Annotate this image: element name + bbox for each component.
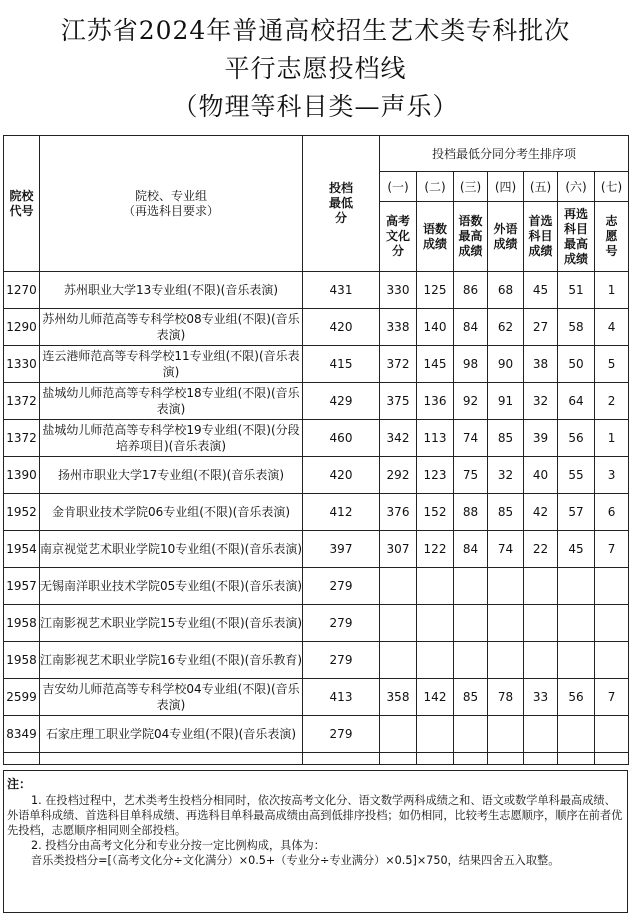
row-c6: 64	[558, 383, 595, 420]
row-c1	[380, 716, 417, 753]
row-score: 431	[303, 272, 380, 309]
table-spacer-row	[4, 753, 629, 765]
row-code: 2599	[4, 679, 40, 716]
row-c5	[524, 605, 558, 642]
header-order-1: (一)	[380, 172, 417, 202]
row-c2: 145	[417, 346, 454, 383]
row-c3	[454, 642, 488, 679]
row-c3: 74	[454, 420, 488, 457]
header-tiebreak-group: 投档最低分同分考生排序项	[380, 136, 629, 172]
row-c5: 27	[524, 309, 558, 346]
header-order-3: (三)	[454, 172, 488, 202]
row-name: 扬州市职业大学17专业组(不限)(音乐表演)	[40, 457, 303, 494]
row-code: 1954	[4, 531, 40, 568]
row-c2	[417, 716, 454, 753]
row-name: 连云港师范高等专科学校11专业组(不限)(音乐表演)	[40, 346, 303, 383]
row-c6	[558, 605, 595, 642]
row-score: 279	[303, 716, 380, 753]
header-sub-6: 再选科目最高成绩	[558, 202, 595, 272]
row-c5	[524, 716, 558, 753]
row-c5: 33	[524, 679, 558, 716]
table-row	[4, 272, 629, 309]
row-c5: 45	[524, 272, 558, 309]
table-row	[4, 679, 629, 716]
row-c2: 152	[417, 494, 454, 531]
note-paragraph-2: 2. 投档分由高考文化分和专业分按一定比例构成，具体为：	[31, 839, 325, 852]
row-score: 420	[303, 309, 380, 346]
row-c4: 74	[488, 531, 524, 568]
row-c6: 55	[558, 457, 595, 494]
row-c4: 85	[488, 420, 524, 457]
row-c3: 86	[454, 272, 488, 309]
row-c2: 113	[417, 420, 454, 457]
notes-section	[3, 770, 628, 913]
row-c7	[595, 716, 629, 753]
table-row	[4, 531, 629, 568]
header-school-group-line1: 院校、专业组	[134, 188, 207, 203]
row-name: 南京视觉艺术职业学院10专业组(不限)(音乐表演)	[40, 531, 303, 568]
header-order-4: (四)	[488, 172, 524, 202]
row-score: 279	[303, 642, 380, 679]
row-code: 1290	[4, 309, 40, 346]
row-c6: 45	[558, 531, 595, 568]
row-name: 江南影视艺术职业学院15专业组(不限)(音乐表演)	[40, 605, 303, 642]
row-c3: 98	[454, 346, 488, 383]
row-c3	[454, 605, 488, 642]
row-c7: 3	[595, 457, 629, 494]
row-name: 苏州幼儿师范高等专科学校08专业组(不限)(音乐表演)	[40, 309, 303, 346]
row-score: 415	[303, 346, 380, 383]
table-row	[4, 494, 629, 531]
row-code: 1372	[4, 383, 40, 420]
row-c3: 85	[454, 679, 488, 716]
row-score: 420	[303, 457, 380, 494]
row-c3	[454, 568, 488, 605]
row-c2: 140	[417, 309, 454, 346]
row-c5: 42	[524, 494, 558, 531]
row-c1: 358	[380, 679, 417, 716]
row-c4	[488, 642, 524, 679]
row-c1: 338	[380, 309, 417, 346]
row-c4: 32	[488, 457, 524, 494]
row-c5: 32	[524, 383, 558, 420]
row-c5: 22	[524, 531, 558, 568]
header-sub-5: 首选科目成绩	[524, 202, 558, 272]
header-school-code: 院校代号	[4, 136, 40, 272]
header-sub-7: 志愿号	[595, 202, 629, 272]
page-title-line2: 平行志愿投档线	[224, 54, 407, 83]
row-c3: 92	[454, 383, 488, 420]
row-name: 盐城幼儿师范高等专科学校18专业组(不限)(音乐表演)	[40, 383, 303, 420]
row-c4	[488, 568, 524, 605]
header-order-5: (五)	[524, 172, 558, 202]
row-c7: 4	[595, 309, 629, 346]
row-c2: 136	[417, 383, 454, 420]
row-c4: 90	[488, 346, 524, 383]
admission-score-table	[3, 135, 629, 765]
row-c3	[454, 716, 488, 753]
row-name: 江南影视艺术职业学院16专业组(不限)(音乐教育)	[40, 642, 303, 679]
row-c4: 62	[488, 309, 524, 346]
row-code: 1270	[4, 272, 40, 309]
row-c6: 56	[558, 679, 595, 716]
row-name: 石家庄理工职业学院04专业组(不限)(音乐表演)	[40, 716, 303, 753]
row-c7: 7	[595, 679, 629, 716]
table-row	[4, 716, 629, 753]
row-score: 460	[303, 420, 380, 457]
row-c6: 57	[558, 494, 595, 531]
row-c2: 122	[417, 531, 454, 568]
row-score: 397	[303, 531, 380, 568]
row-score: 413	[303, 679, 380, 716]
header-sub-2: 语数成绩	[417, 202, 454, 272]
row-c1: 307	[380, 531, 417, 568]
row-c4: 91	[488, 383, 524, 420]
row-c7	[595, 642, 629, 679]
row-c5: 40	[524, 457, 558, 494]
row-score: 279	[303, 568, 380, 605]
header-sub-4: 外语成绩	[488, 202, 524, 272]
table-row	[4, 309, 629, 346]
row-c4	[488, 716, 524, 753]
row-c1: 292	[380, 457, 417, 494]
row-c1: 342	[380, 420, 417, 457]
row-code: 1372	[4, 420, 40, 457]
row-score: 279	[303, 605, 380, 642]
row-c2: 142	[417, 679, 454, 716]
row-code: 1390	[4, 457, 40, 494]
header-min-score: 投档最低分	[303, 136, 380, 272]
row-score: 412	[303, 494, 380, 531]
row-code: 1330	[4, 346, 40, 383]
table-row	[4, 605, 629, 642]
row-c1	[380, 605, 417, 642]
header-order-2: (二)	[417, 172, 454, 202]
row-c4: 78	[488, 679, 524, 716]
row-c7	[595, 568, 629, 605]
page-title-line1: 江苏省2024年普通高校招生艺术类专科批次	[60, 16, 571, 45]
row-c6: 50	[558, 346, 595, 383]
table-row	[4, 420, 629, 457]
row-c3: 84	[454, 531, 488, 568]
row-c2	[417, 642, 454, 679]
row-c7: 7	[595, 531, 629, 568]
row-c6	[558, 568, 595, 605]
row-c6: 51	[558, 272, 595, 309]
table-row	[4, 642, 629, 679]
row-c5: 38	[524, 346, 558, 383]
table-row	[4, 457, 629, 494]
row-code: 1958	[4, 642, 40, 679]
row-c3: 88	[454, 494, 488, 531]
header-school-group-line2: （再选科目要求）	[122, 203, 219, 218]
row-c2	[417, 605, 454, 642]
header-school-group	[40, 136, 303, 272]
row-c7: 2	[595, 383, 629, 420]
row-c1: 376	[380, 494, 417, 531]
row-c2: 123	[417, 457, 454, 494]
table-row	[4, 383, 629, 420]
row-c4: 85	[488, 494, 524, 531]
row-c1: 330	[380, 272, 417, 309]
row-code: 1958	[4, 605, 40, 642]
row-c2	[417, 568, 454, 605]
row-c1	[380, 568, 417, 605]
header-sub-1: 高考文化分	[380, 202, 417, 272]
row-c5: 39	[524, 420, 558, 457]
row-name: 无锡南洋职业技术学院05专业组(不限)(音乐表演)	[40, 568, 303, 605]
row-c7	[595, 605, 629, 642]
row-c4: 68	[488, 272, 524, 309]
header-order-6: (六)	[558, 172, 595, 202]
header-order-7: (七)	[595, 172, 629, 202]
row-c5	[524, 642, 558, 679]
row-score: 429	[303, 383, 380, 420]
row-c6	[558, 716, 595, 753]
row-c6: 58	[558, 309, 595, 346]
table-row	[4, 568, 629, 605]
row-c4	[488, 605, 524, 642]
row-c1	[380, 642, 417, 679]
page-title-line3: （物理等科目类—声乐）	[172, 92, 459, 121]
row-name: 吉安幼儿师范高等专科学校04专业组(不限)(音乐表演)	[40, 679, 303, 716]
row-c7: 5	[595, 346, 629, 383]
row-c3: 75	[454, 457, 488, 494]
row-c7: 1	[595, 420, 629, 457]
row-c3: 84	[454, 309, 488, 346]
note-paragraph-1: 1. 在投档过程中，艺术类考生投档分相同时，依次按高考文化分、语文数学两科成绩之和、语文或数学单科最高成绩、外语单科成绩、首选科目单科成绩、再选科目单科最高成绩由高到低排序投档；如仍相同，比较考生志愿顺序，顺序在前者优先投档，志愿顺序相同则全部投档。	[7, 794, 623, 837]
row-c7: 1	[595, 272, 629, 309]
header-sub-3: 语数最高成绩	[454, 202, 488, 272]
row-name: 苏州职业大学13专业组(不限)(音乐表演)	[40, 272, 303, 309]
row-c1: 375	[380, 383, 417, 420]
row-c5	[524, 568, 558, 605]
table-row	[4, 346, 629, 383]
row-c7: 6	[595, 494, 629, 531]
notes-label: 注：	[7, 777, 32, 791]
row-name: 金肯职业技术学院06专业组(不限)(音乐表演)	[40, 494, 303, 531]
row-code: 1957	[4, 568, 40, 605]
row-c2: 125	[417, 272, 454, 309]
row-c6	[558, 642, 595, 679]
row-c6: 56	[558, 420, 595, 457]
row-code: 8349	[4, 716, 40, 753]
row-code: 1952	[4, 494, 40, 531]
note-paragraph-3: 音乐类投档分=[（高考文化分÷文化满分）×0.5+（专业分÷专业满分）×0.5]×750，结果四舍五入取整。	[31, 854, 560, 867]
row-c1: 372	[380, 346, 417, 383]
row-name: 盐城幼儿师范高等专科学校19专业组(不限)(分段培养项目)(音乐表演)	[40, 420, 303, 457]
